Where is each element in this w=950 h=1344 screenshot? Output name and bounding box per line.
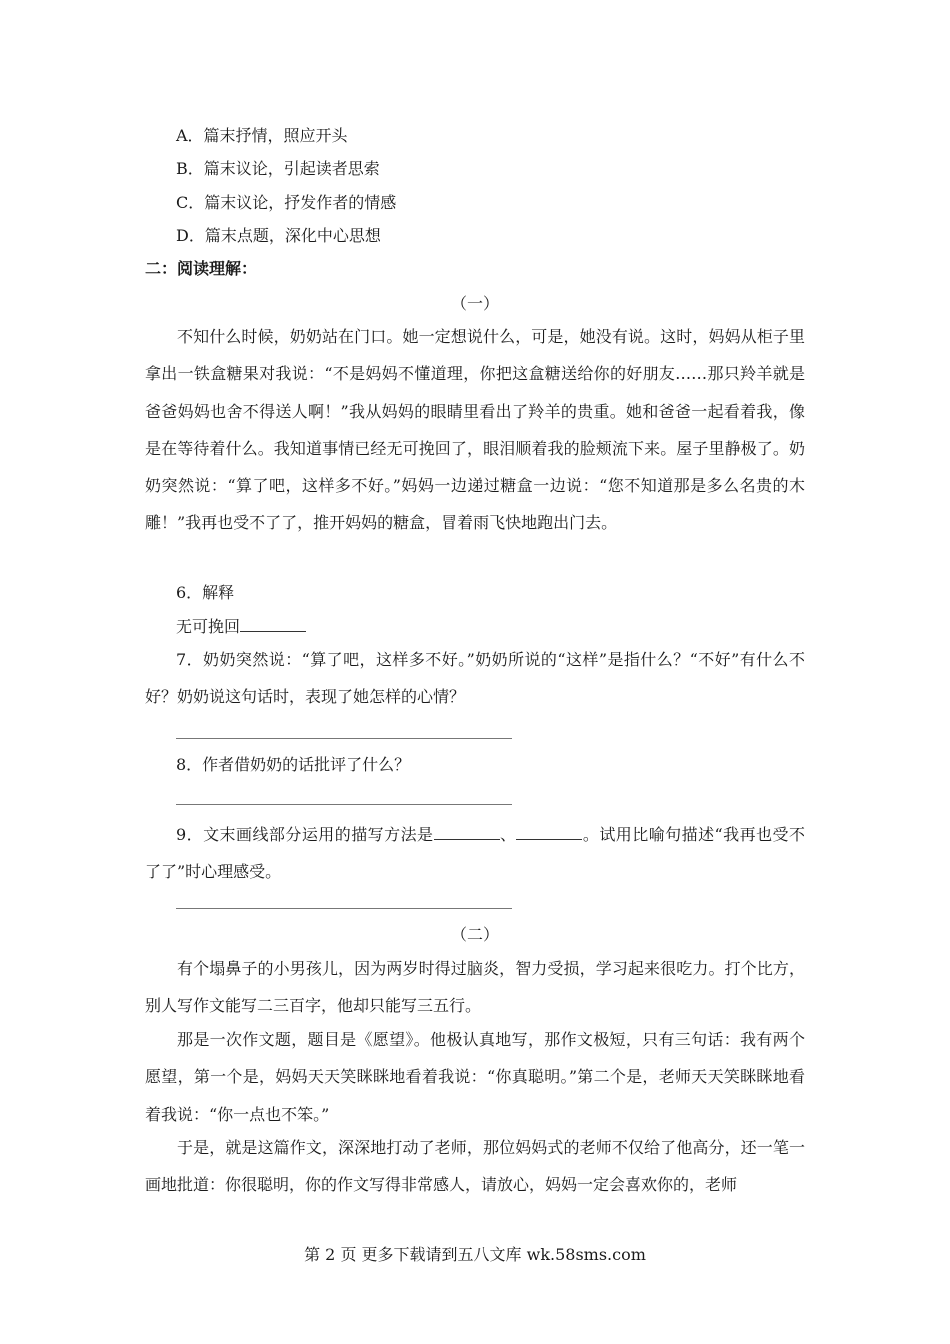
question-6: 6．解释 xyxy=(176,583,235,602)
passage2-paragraph-3: 于是，就是这篇作文，深深地打动了老师，那位妈妈式的老师不仅给了他高分，还一笔一画地批道：你很聪明，你的作文写得非常感人，请放心，妈妈一定会喜欢你的，老师 xyxy=(145,1138,805,1195)
answer-blank[interactable] xyxy=(516,825,582,840)
question-9-part2: 。试用比喻句描述“我再也受不了了”时心理感受。 xyxy=(145,825,805,881)
passage2-paragraph-1: 有个塌鼻子的小男孩儿，因为两岁时得过脑炎，智力受损，学习起来很吃力。打个比方，别人写作文能写二三百字，他却只能写三五行。 xyxy=(145,959,805,1016)
question-9-sep: 、 xyxy=(499,825,517,844)
answer-line-8[interactable] xyxy=(176,804,512,805)
option-a: A．篇末抒情，照应开头 xyxy=(176,126,348,145)
question-7: 7．奶奶突然说：“算了吧，这样多不好。”奶奶所说的“这样”是指什么？“不好”有什么不好？奶奶说这句话时，表现了她怎样的心情？ xyxy=(145,650,805,706)
option-c: C．篇末议论，抒发作者的情感 xyxy=(176,193,397,212)
question-6-term xyxy=(176,616,306,638)
section-heading: 二：阅读理解： xyxy=(145,259,258,278)
passage2-paragraph-2: 那是一次作文题，题目是《愿望》。他极认真地写，那作文极短，只有三句话：我有两个愿望，第一个是，妈妈天天笑眯眯地看着我说：“你真聪明。”第二个是，老师天天笑眯眯地看着我说：“你一点也不笨。” xyxy=(145,1030,805,1124)
question-6-term-text: 无可挽回 xyxy=(176,617,241,636)
question-9 xyxy=(145,816,805,890)
answer-line-7[interactable] xyxy=(176,738,512,739)
question-9-part1: 9．文末画线部分运用的描写方法是 xyxy=(176,825,434,844)
answer-blank[interactable] xyxy=(434,825,500,840)
answer-line-9[interactable] xyxy=(176,908,512,909)
answer-blank[interactable] xyxy=(240,617,306,632)
passage1-label: （一） xyxy=(450,294,499,313)
option-b: B．篇末议论，引起读者思索 xyxy=(176,159,380,178)
option-d: D．篇末点题，深化中心思想 xyxy=(176,226,381,245)
passage2-label: （二） xyxy=(450,925,499,944)
page-footer: 第 2 页 更多下载请到五八文库 wk.58sms.com xyxy=(304,1245,646,1264)
passage1-text: 不知什么时候，奶奶站在门口。她一定想说什么，可是，她没有说。这时，妈妈从柜子里拿出一铁盒糖果对我说：“不是妈妈不懂道理，你把这盒糖送给你的好朋友……那只羚羊就是爸爸妈妈也舍不得送人啊！”我从妈妈的眼睛里看出了羚羊的贵重。她和爸爸一起看着我，像是在等待着什么。我知道事情已经无可挽回了，眼泪顺着我的脸颊流下来。屋子里静极了。奶奶突然说：“算了吧，这样多不好。”妈妈一边递过糖盒一边说：“您不知道那是多么名贵的木雕！”我再也受不了了，推开妈妈的糖盒，冒着雨飞快地跑出门去。 xyxy=(145,327,805,533)
question-8: 8．作者借奶奶的话批评了什么？ xyxy=(176,755,411,774)
